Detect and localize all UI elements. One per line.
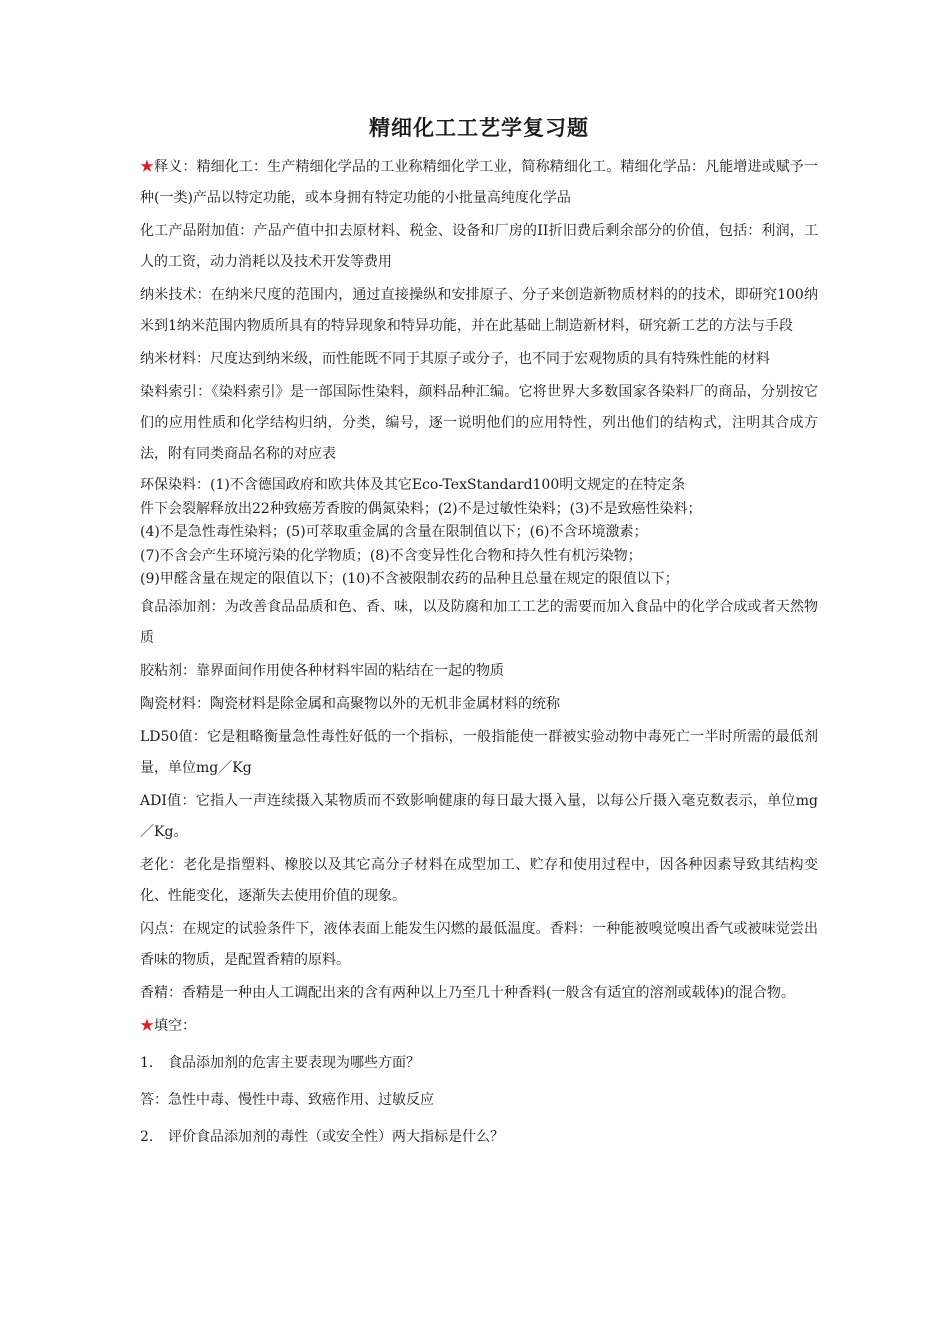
definition-paragraph: 老化：老化是指塑料、橡胶以及其它高分子材料在成型加工、贮存和使用过程中，因各种因素导致其结构变化、性能变化，逐渐失去使用价值的现象。 <box>140 856 818 904</box>
red-star-icon: ★ <box>140 159 155 175</box>
answer-text: 答：急性中毒、慢性中毒、致癌作用、过敏反应 <box>140 1091 434 1108</box>
definition-paragraph: 香精：香精是一种由人工调配出来的含有两种以上乃至几十种香料(一般含有适宜的溶剂或载体)的混合物。 <box>140 984 795 1001</box>
question-number: 1. <box>140 1054 154 1071</box>
definition-paragraph: 纳米技术：在纳米尺度的范围内，通过直接操纵和安排原子、分子来创造新物质材料的的技术，即研究100纳米到1纳米范围内物质所具有的特异现象和特异功能，并在此基础上制造新材料，研究新工艺的方法与手段 <box>140 287 818 334</box>
question-item <box>140 1122 818 1153</box>
definition-paragraph: 陶瓷材料：陶瓷材料是除金属和高聚物以外的无机非金属材料的统称 <box>140 695 560 712</box>
document-title: 精细化工工艺学复习题 <box>369 116 589 140</box>
answer-item <box>140 1085 818 1116</box>
section-label-definitions: 释义： <box>154 159 197 175</box>
definition-paragraph: 食品添加剂：为改善食品品质和色、香、味，以及防腐和加工工艺的需要而加入食品中的化学合成或者天然物质 <box>140 598 818 646</box>
eco-dye-line: (4)不是急性毒性染料；(5)可萃取重金属的含量在限制值以下；(6)不含环境激素； <box>140 524 648 540</box>
question-number: 2. <box>140 1128 154 1145</box>
red-star-icon: ★ <box>140 1017 154 1034</box>
fill-section-heading <box>140 1011 818 1042</box>
definition-paragraph: 闪点：在规定的试验条件下，液体表面上能发生闪燃的最低温度。香料：一种能被嗅觉嗅出香气或被味觉尝出香味的物质，是配置香精的原料。 <box>140 920 818 968</box>
definition-paragraph: ADI值：它指人一声连续摄入某物质而不致影响健康的每日最大摄入量，以每公斤摄入毫克数表示，单位mg／Kg。 <box>140 792 818 840</box>
definition-paragraph <box>140 152 818 214</box>
paragraph-text: 精细化工：生产精细化学品的工业称精细化学工业，简称精细化工。精细化学品：凡能增进或赋予一种(一类)产品以特定功能，或本身拥有特定功能的小批量高纯度化学品 <box>140 159 819 206</box>
definition-paragraph: 化工产品附加值：产品产值中扣去原材料、税金、设备和厂房的ⅠⅠ折旧费后剩余部分的价值，包括：利润，工人的工资，动力消耗以及技术开发等费用 <box>140 223 818 270</box>
eco-dye-line: 件下会裂解释放出22种致癌芳香胺的偶氮染料；(2)不是过敏性染料；(3)不是致癌性染料； <box>140 500 702 517</box>
eco-dye-line: (7)不含会产生环境污染的化学物质；(8)不含变异性化合物和持久性有机污染物； <box>140 547 642 564</box>
definition-paragraph: 染料索引：《染料索引》是一部国际性染料，颜料品种汇编。它将世界大多数国家各染料厂的商品，分别按它们的应用性质和化学结构归纳，分类，编号，逐一说明他们的应用特性，列出他们的结构式，注明其合成方法，附有同类商品名称的对应表 <box>140 384 818 462</box>
section-label-fill: 填空： <box>154 1017 196 1034</box>
definition-paragraph: LD50值：它是粗略衡量急性毒性好低的一个指标，一般指能使一群被实验动物中毒死亡一半时所需的最低剂量，单位mg／Kg <box>140 728 818 776</box>
question-text: 评价食品添加剂的毒性（或安全性）两大指标是什么？ <box>168 1128 504 1145</box>
question-item <box>140 1048 818 1079</box>
eco-dye-line: (9)甲醛含量在规定的限值以下；(10)不含被限制农药的品种且总量在规定的限值以下； <box>140 571 679 587</box>
eco-dye-line: 环保染料：(1)不含德国政府和欧共体及其它Eco-TexStandard100明文规定的在特定条 <box>140 477 686 493</box>
document-body <box>140 152 818 1157</box>
definition-paragraph: 胶粘剂：靠界面间作用使各种材料牢固的粘结在一起的物质 <box>140 662 504 679</box>
question-text: 食品添加剂的危害主要表现为哪些方面？ <box>168 1054 420 1071</box>
definition-paragraph: 纳米材料：尺度达到纳米级，而性能既不同于其原子或分子，也不同于宏观物质的具有特殊性能的材料 <box>140 351 770 367</box>
